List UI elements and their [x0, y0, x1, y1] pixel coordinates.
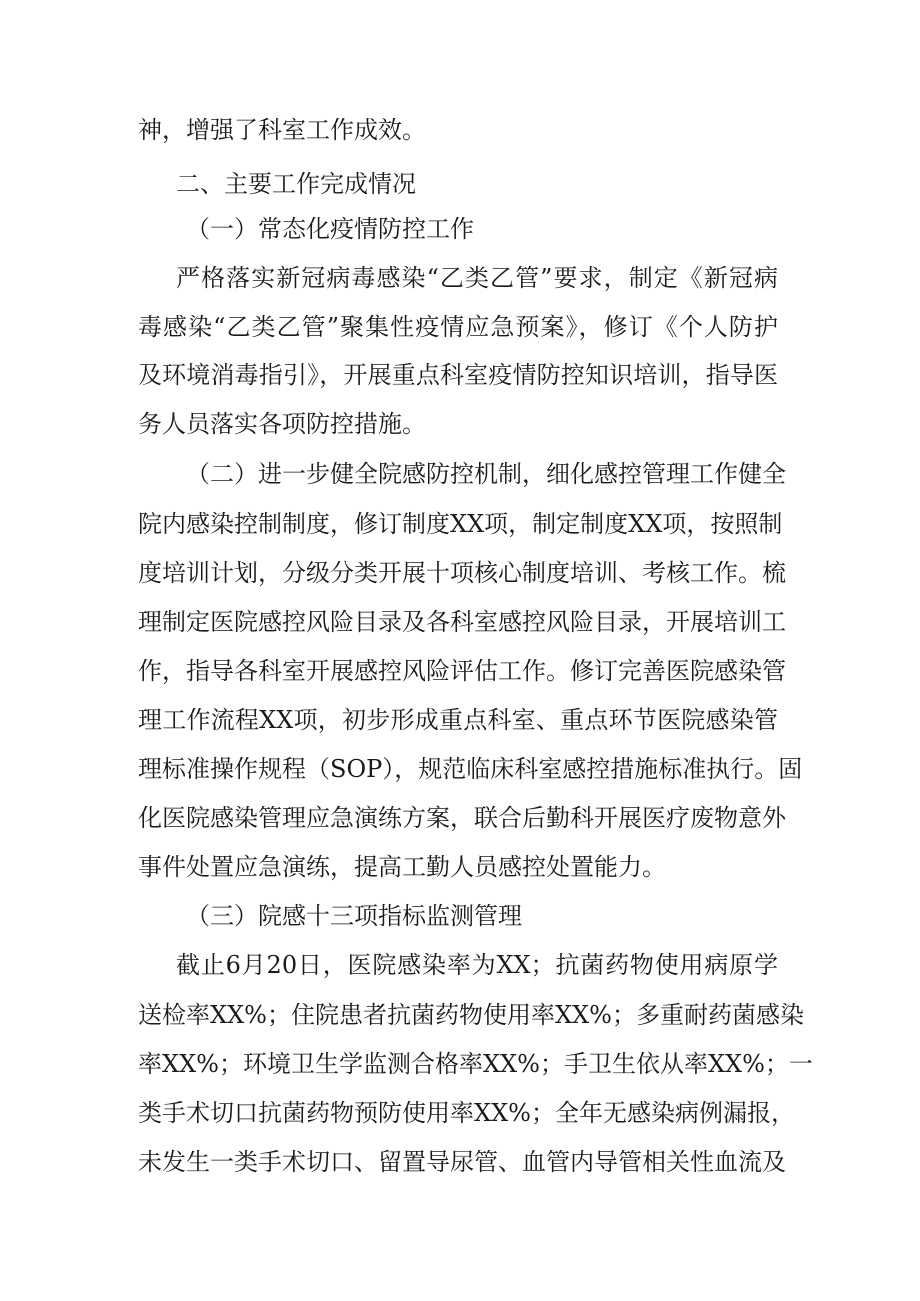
text-line-22: 未发生一类手术切口、留置导尿管、血管内导管相关性血流及: [138, 1148, 786, 1176]
text-line-20: 率XX%；环境卫生学监测合格率XX%；手卫生依从率XX%；一: [138, 1050, 813, 1078]
text-line-15: 化医院感染管理应急演练方案，联合后勤科开展医疗废物意外: [138, 804, 786, 832]
text-line-9: 院内感染控制制度，修订制度XX项，制定制度XX项，按照制: [138, 510, 783, 538]
text-line-19: 送检率XX%；住院患者抗菌药物使用率XX%；多重耐药菌感染: [138, 1001, 804, 1029]
text-line-6: 及环境消毒指引》，开展重点科室疫情防控知识培训，指导医: [138, 361, 778, 389]
text-line-16: 事件处置应急演练，提高工勤人员感控处置能力。: [138, 853, 666, 881]
text-line-7: 务人员落实各项防控措施。: [138, 410, 426, 438]
text-line-5: 毒感染“乙类乙管”聚集性疫情应急预案》，修订《个人防护: [138, 313, 778, 341]
section-heading: 二、主要工作完成情况: [176, 170, 416, 198]
text-line-13: 理工作流程XX项，初步形成重点科室、重点环节医院感染管: [138, 706, 778, 734]
text-line-11: 理制定医院感控风险目录及各科室感控风险目录，开展培训工: [138, 608, 786, 636]
text-line-1: 神，增强了科室工作成效。: [138, 116, 426, 144]
subsection-heading-1: （一）常态化疫情防控工作: [186, 215, 474, 243]
subsection-heading-2: （二）进一步健全院感防控机制，细化感控管理工作健全: [186, 460, 786, 488]
text-line-18: 截止6月20日，医院感染率为XX；抗菌药物使用病原学: [176, 951, 778, 979]
text-line-14: 理标准操作规程（SOP），规范临床科室感控措施标准执行。固: [138, 755, 803, 783]
subsection-heading-3: （三）院感十三项指标监测管理: [186, 902, 522, 930]
text-line-10: 度培训计划，分级分类开展十项核心制度培训、考核工作。梳: [138, 559, 786, 587]
text-line-4: 严格落实新冠病毒感染“乙类乙管”要求，制定《新冠病: [176, 264, 778, 292]
text-line-21: 类手术切口抗菌药物预防使用率XX%；全年无感染病例漏报，: [138, 1099, 795, 1127]
text-line-12: 作，指导各科室开展感控风险评估工作。修订完善医院感染管: [138, 657, 786, 685]
